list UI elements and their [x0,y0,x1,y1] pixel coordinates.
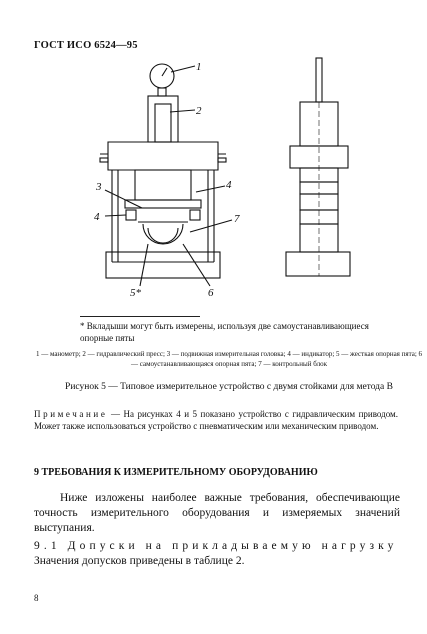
footnote-rule [80,316,200,317]
callout-2: 2 [196,105,202,117]
callout-5: 5* [130,287,141,299]
figure-legend: 1 — манометр; 2 — гидравлический пресс; 3 — подвижная измерительная головка; 4 — индикатор; 5 — жесткая опорная пята; 6 — самоустанавливающаяся опорная пята; 7 — контрольный блок [35,350,423,368]
callout-3: 3 [96,181,102,193]
subsection-title: 9.1 Допуски на прикладываемую нагрузку [34,540,398,552]
measuring-head [135,170,191,200]
top-crossbeam [108,142,218,170]
side-rod [316,58,322,102]
paragraph: Ниже изложены наиболее важные требования, обеспечивающие точность измерительного оборудования и измеряемых значений выступания. [34,492,400,534]
paragraph: Значения допусков приведены в таблице 2. [34,555,245,567]
indicator-right [190,210,200,220]
callout-4-left: 4 [94,211,100,223]
section-heading: 9 ТРЕБОВАНИЯ К ИЗМЕРИТЕЛЬНОМУ ОБОРУДОВАНИЮ [34,467,318,478]
note-label: Примечание [34,409,108,419]
subsection-heading [34,539,400,554]
page-number: 8 [34,593,39,603]
callout-7: 7 [234,213,240,225]
figure-caption: Рисунок 5 — Типовое измерительное устройство с двумя стойками для метода В [65,382,393,392]
standard-header: ГОСТ ИСО 6524—95 [34,40,138,51]
callout-4-right: 4 [226,179,232,191]
note [34,408,398,432]
indicator-left [126,210,136,220]
footnote: * Вкладыши могут быть измерены, используя две самоустанавливающиеся опорные пяты [80,321,369,343]
press-body [148,96,178,142]
callout-6: 6 [208,287,214,299]
side-base [286,252,350,276]
note-text: — На рисунках 4 и 5 показано устройство с гидравлическим приводом. Может также использоваться устройство с пневматическим или механическим приводом. [34,409,398,431]
callout-1: 1 [196,61,202,73]
